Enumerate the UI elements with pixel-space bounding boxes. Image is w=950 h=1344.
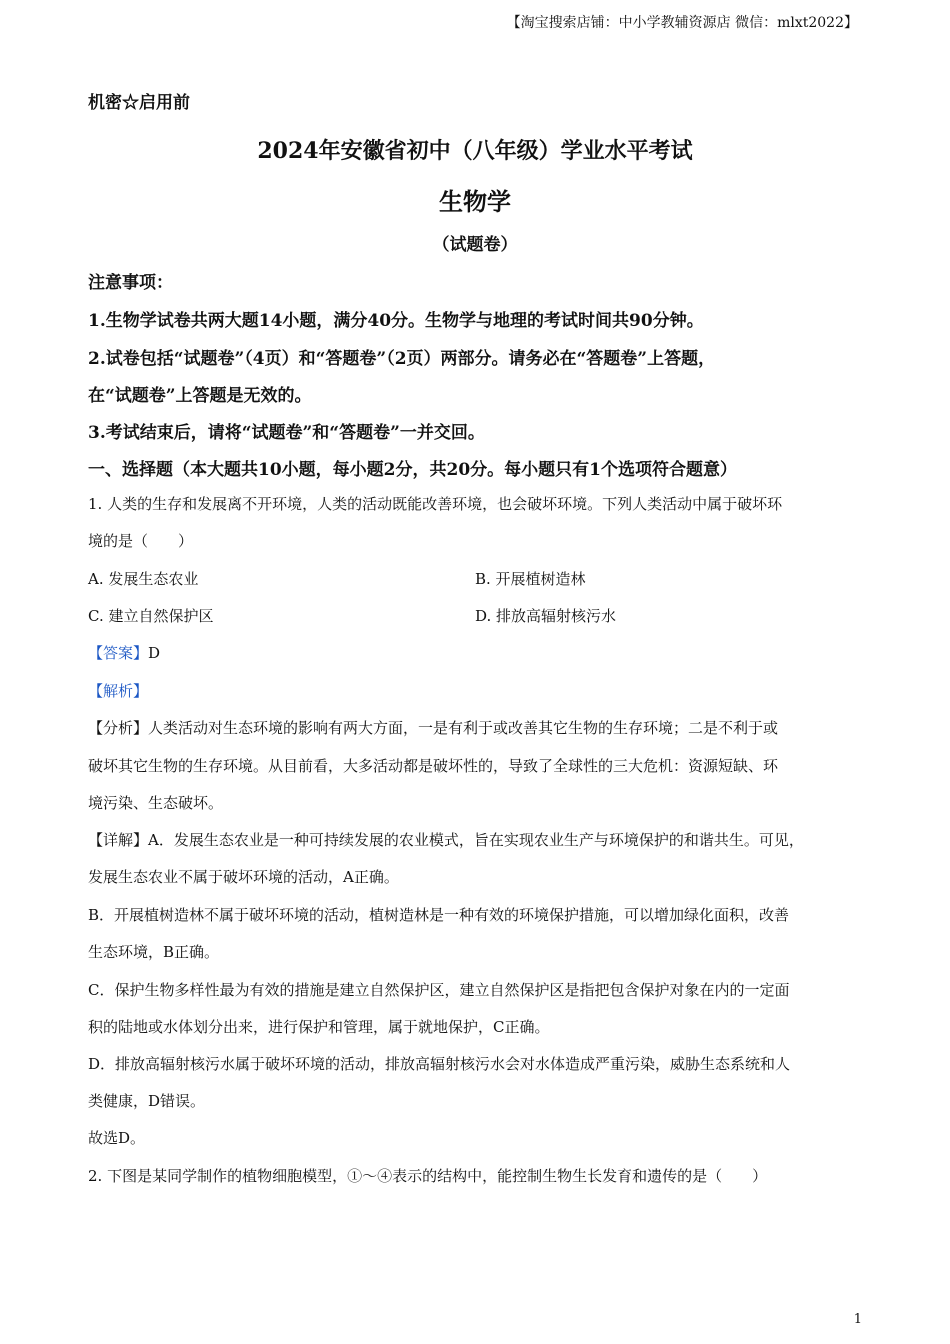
answer-tag: 【答案】 xyxy=(88,644,149,662)
subject-title: 生物学 xyxy=(439,187,511,216)
detail-line-8: 类健康，D错误。 xyxy=(88,1092,206,1110)
q1-stem-line1: 1. 人类的生存和发展离不开环境，人类的活动既能改善环境，也会破坏环境。下列人类活动中属于破坏环 xyxy=(88,495,783,513)
q1-answer xyxy=(88,642,160,663)
analysis-tag: 【解析】 xyxy=(88,682,149,700)
header-note: 【淘宝搜索店铺：中小学教辅资源店 微信：mlxt2022】 xyxy=(506,15,858,31)
q1-option-c: C. 建立自然保护区 xyxy=(88,607,214,625)
answer-value: D xyxy=(148,644,161,662)
paper-type: （试题卷） xyxy=(432,235,518,255)
detail-line-3: B．开展植树造林不属于破坏环境的活动，植树造林是一种有效的环境保护措施，可以增加绿化面积，改善 xyxy=(88,906,790,924)
detail-line-6: 积的陆地或水体划分出来，进行保护和管理，属于就地保护，C正确。 xyxy=(88,1018,550,1036)
fenxi-line-2: 破坏其它生物的生存环境。从目前看，大多活动都是破坏性的，导致了全球性的三大危机：资源短缺、环 xyxy=(88,757,779,775)
q2-stem: 2. 下图是某同学制作的植物细胞模型，①～④表示的结构中，能控制生物生长发育和遗传的是（ ） xyxy=(88,1167,768,1185)
detail-line-4: 生态环境，B正确。 xyxy=(88,943,220,961)
notice-heading: 注意事项： xyxy=(88,273,173,293)
page-number: 1 xyxy=(853,1312,862,1327)
exam-title: 2024年安徽省初中（八年级）学业水平考试 xyxy=(257,138,693,164)
q1-option-b: B. 开展植树造林 xyxy=(475,570,586,588)
notice-item-1: 1.生物学试卷共两大题14小题，满分40分。生物学与地理的考试时间共90分钟。 xyxy=(88,311,704,331)
fenxi-line-1: 【分析】人类活动对生态环境的影响有两大方面，一是有利于或改善其它生物的生存环境；二是不利于或 xyxy=(88,719,779,737)
notice-item-2: 2.试卷包括“试题卷”（4页）和“答题卷”（2页）两部分。请务必在“答题卷”上答题， xyxy=(88,349,716,369)
detail-line-7: D．排放高辐射核污水属于破坏环境的活动，排放高辐射核污水会对水体造成严重污染，威胁生态系统和人 xyxy=(88,1055,791,1073)
detail-line-2: 发展生态农业不属于破坏环境的活动，A正确。 xyxy=(88,868,399,886)
q1-option-a: A. 发展生态农业 xyxy=(88,570,199,588)
q1-stem-line2: 境的是（ ） xyxy=(88,532,194,550)
section-heading: 一、选择题（本大题共10小题，每小题2分，共20分。每小题只有1个选项符合题意） xyxy=(88,460,737,480)
detail-line-9: 故选D。 xyxy=(88,1129,146,1147)
confidential-mark: 机密☆启用前 xyxy=(88,93,190,113)
notice-item-2-cont: 在“试题卷”上答题是无效的。 xyxy=(88,386,312,406)
q1-option-d: D. 排放高辐射核污水 xyxy=(475,607,617,625)
fenxi-line-3: 境污染、生态破坏。 xyxy=(88,794,224,812)
detail-line-1: 【详解】A．发展生态农业是一种可持续发展的农业模式，旨在实现农业生产与环境保护的和谐共生。可见， xyxy=(88,831,804,849)
notice-item-3: 3.考试结束后，请将“试题卷”和“答题卷”一并交回。 xyxy=(88,423,485,443)
detail-line-5: C．保护生物多样性最为有效的措施是建立自然保护区，建立自然保护区是指把包含保护对象在内的一定面 xyxy=(88,981,790,999)
